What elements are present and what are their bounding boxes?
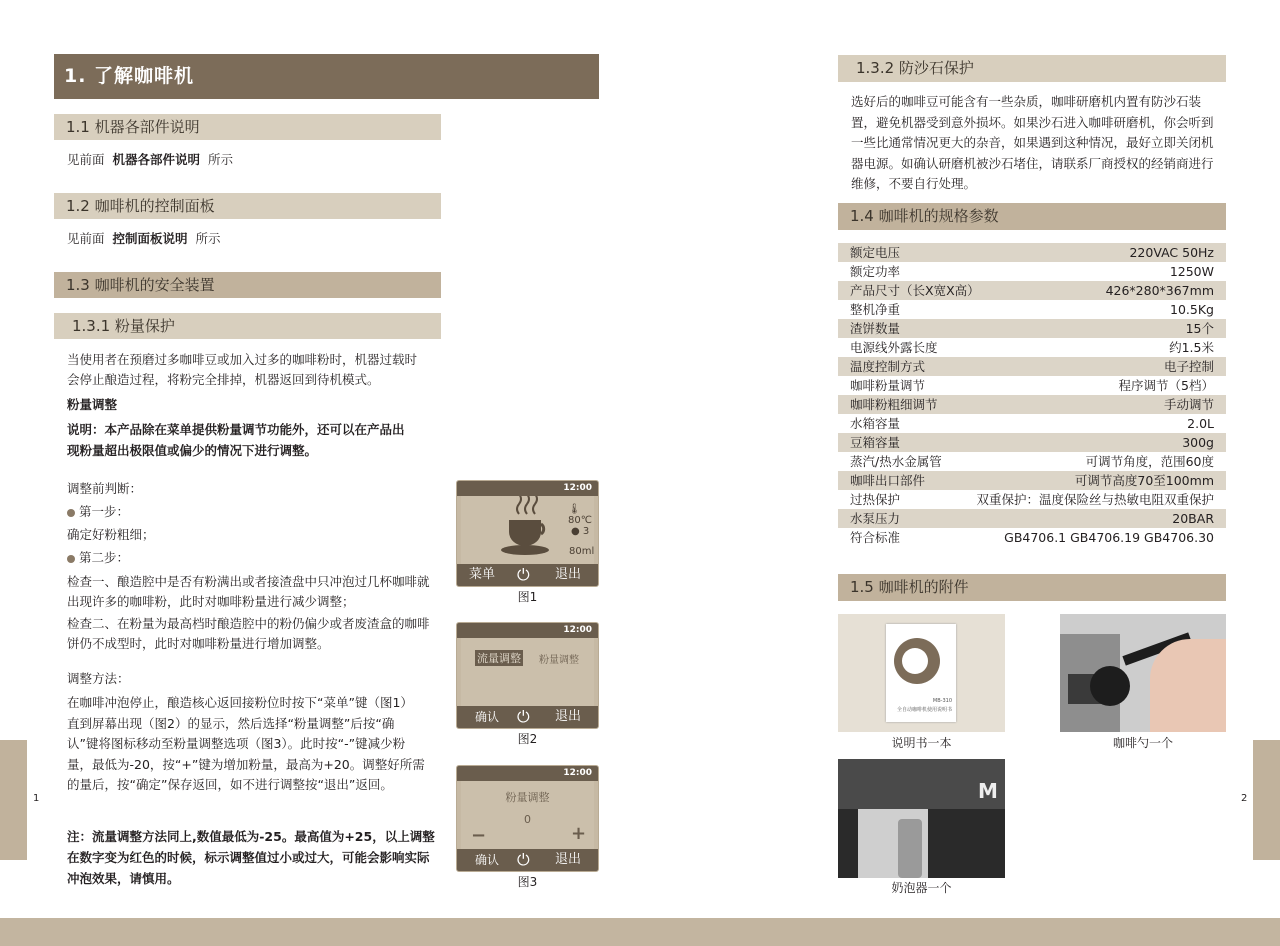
menu-item-powder[interactable]: 粉量调整 [539,655,579,666]
spec-key: 产品尺寸（长X宽X高） [850,283,980,298]
spec-row [838,300,1226,319]
line: 一些比通常情况更大的杂音，如果遇到这种情况，最好立即关闭机 [851,135,1214,150]
spoon-photo [1060,614,1226,732]
spec-row [838,338,1226,357]
lcd-screen [461,781,594,851]
section-1-4-header: 1.4 咖啡机的规格参数 [838,203,1226,230]
bold-ref: 机器各部件说明 [112,152,200,167]
spec-value: 程序调节（5档） [1118,378,1214,393]
bold-ref: 控制面板说明 [112,231,188,246]
text: 见前面 [67,231,105,246]
line: 直到屏幕出现（图2）的显示，然后选择“粉量调整”后按“确 [67,715,395,731]
text: 见前面 [67,152,105,167]
left-page-tab [0,740,27,860]
adjust-heading: 粉量调整 [67,397,118,412]
clock: 12:00 [457,766,598,781]
line: 选好后的咖啡豆可能含有一些杂质，咖啡研磨机内置有防沙石装 [851,94,1202,109]
menu-button[interactable]: 菜单 [469,567,496,582]
spec-key: 额定功率 [850,264,901,279]
line: 会停止酿造过程，将粉完全排掉，机器返回到待机模式。 [67,372,380,387]
powder-adjust-label: 粉量调整 [505,791,550,804]
spec-row [838,528,1226,547]
line: 的量后，按“确定”保存返回，如不进行调整按“退出”返回。 [67,777,393,792]
spec-value: 15个 [1185,321,1214,336]
chapter-title: 1. 了解咖啡机 [54,54,599,99]
power-icon[interactable]: ⏻ [517,565,530,584]
section-1-3-1-header: 1.3.1 粉量保护 [54,313,441,339]
clock: 12:00 [457,481,598,496]
spec-key: 温度控制方式 [850,359,926,374]
minus-icon[interactable]: − [471,825,487,846]
exit-button[interactable]: 退出 [555,709,582,724]
figure-2-caption: 图2 [517,732,538,746]
section-1-2-header: 1.2 咖啡机的控制面板 [54,193,441,219]
note-1 [67,419,405,461]
spec-row [838,262,1226,281]
spec-key: 整机净重 [850,302,901,317]
temp-value: 80℃ [568,515,592,526]
line: 饼仍不成型时，此时对咖啡粉量进行增加调整。 [67,636,330,651]
step-label: 第一步： [79,504,130,519]
line: 说明：本产品除在菜单提供粉量调节功能外，还可以在产品出 [67,422,405,437]
adjust-value: 0 [524,813,531,826]
spec-value: GB4706.1 GB4706.19 GB4706.30 [1004,530,1214,545]
footer-band [0,918,1280,946]
spoon-caption: 咖啡勺一个 [1112,736,1173,750]
exit-button[interactable]: 退出 [555,852,582,867]
line: 认”键将图标移动至粉量调整选项（图3）。此时按“-”键减少粉 [67,736,406,751]
menu-item-flow-selected[interactable]: 流量调整 [477,652,521,665]
temp-readout [568,504,594,526]
spec-key: 电源线外露长度 [850,340,938,355]
spoon-icon [1090,666,1130,706]
page-number-left: 1 [33,793,40,804]
spec-value: 426*280*367mm [1105,283,1214,298]
line: 维修，不要自行处理。 [851,176,977,191]
line: 器电源。如确认研磨机被沙石堵住，请联系厂商授权的经销商进行 [851,155,1214,171]
spec-value: 电子控制 [1163,359,1214,374]
manual-photo [838,614,1005,732]
spec-value: 手动调节 [1163,397,1214,412]
spec-value: 2.0L [1187,416,1214,431]
spec-key: 额定电压 [850,245,901,260]
figure-2-panel [456,622,599,729]
spec-key: 蒸汽/热水金属管 [850,454,942,469]
thermometer-icon: 🌡 [568,504,581,515]
sand-protection-paragraph [851,92,1214,195]
check-2 [67,614,430,654]
spec-value: 约1.5米 [1169,340,1214,355]
clock: 12:00 [457,623,598,638]
bullet-icon [67,555,75,563]
spec-value: 可调节高度70至100mm [1074,473,1214,488]
step-label: 第二步： [79,550,130,565]
step-2 [67,547,129,569]
line: 当使用者在预磨过多咖啡豆或加入过多的咖啡粉时，机器过载时 [67,352,418,367]
line: 检查一、酿造腔中是否有粉满出或者接渣盘中只冲泡过几杯咖啡就 [67,574,430,589]
spec-key: 咖啡出口部件 [850,473,926,488]
brand-logo: M [978,779,998,803]
section-1-1-header: 1.1 机器各部件说明 [54,114,441,140]
spec-value: 1250W [1169,264,1214,279]
line: 置，避免机器受到意外损坏。如果沙石进入咖啡研磨机，你会听到 [851,114,1214,130]
section-1-3-header: 1.3 咖啡机的安全装置 [54,272,441,298]
bean-icon: ● [571,526,580,537]
manual-model: MB-310 [932,698,952,704]
method-paragraph [67,693,425,796]
text: 所示 [195,231,221,246]
spec-value: 300g [1182,435,1214,450]
section-1-3-2-header: 1.3.2 防沙石保护 [838,55,1226,82]
step-1-text: 确定好粉粗细； [67,527,155,542]
section-1-1-text [67,149,233,171]
spec-key: 符合标准 [850,530,901,545]
section-1-5-header: 1.5 咖啡机的附件 [838,574,1226,601]
manual-inner [902,648,928,674]
bean-readout [571,526,589,537]
volume-readout: 80ml [569,546,595,557]
button-bar [457,706,598,728]
spec-value: 10.5Kg [1170,302,1214,317]
spec-value: 可调节角度，范围60度 [1085,454,1214,469]
spec-key: 豆箱容量 [850,435,901,450]
spec-row [838,281,1226,300]
spec-row [838,319,1226,338]
frother-caption: 奶泡器一个 [891,881,952,895]
button-bar [457,849,598,871]
confirm-button[interactable]: 确认 [475,853,500,867]
lcd-screen [461,638,594,708]
power-icon[interactable]: ⏻ [517,707,530,726]
manual-cover [886,624,956,722]
spec-key: 渣饼数量 [850,321,901,336]
line: 检查二、在粉量为最高档时酿造腔中的粉仍偏少或者废渣盒的咖啡 [67,616,430,631]
button-bar [457,564,598,586]
line: 量，最低为-20，按“+”键为增加粉量，最高为+20。调整好所需 [67,756,425,772]
spec-row [838,433,1226,452]
line: 在数字变为红色的时候，标示调整值过小或过大，可能会影响实际 [67,850,430,865]
spec-value: 20BAR [1172,511,1214,526]
check-1 [67,572,430,612]
hand [1150,639,1226,732]
step-1 [67,501,129,523]
figure-3-caption: 图3 [517,875,538,889]
frother-tube [898,819,922,878]
exit-button[interactable]: 退出 [555,567,582,582]
spec-key: 咖啡粉粗细调节 [850,397,938,412]
section-1-2-text [67,228,220,250]
figure-1-panel [456,480,599,587]
method-label: 调整方法： [67,671,130,686]
bean-value: 3 [582,526,590,537]
spec-row [838,357,1226,376]
spec-key: 水箱容量 [850,416,901,431]
line: 注：流量调整方法同上,数值最低为-25。最高值为+25，以上调整 [67,829,435,844]
spec-key: 咖啡粉量调节 [850,378,926,393]
spec-row [838,452,1226,471]
figure-3-panel [456,765,599,872]
line: 现粉量超出极限值或偏少的情况下进行调整。 [67,443,318,458]
right-page-tab [1253,740,1280,860]
spec-row [838,490,1226,509]
note-2 [67,826,435,889]
text: 所示 [207,152,233,167]
spec-row [838,376,1226,395]
manual-caption: 说明书一本 [891,736,952,750]
lcd-screen [461,496,594,566]
line: 在咖啡冲泡停止，酿造核心返回接粉位时按下“菜单”键（图1） [67,695,413,710]
spec-key: 水泵压力 [850,511,901,526]
spec-row [838,395,1226,414]
spec-value: 双重保护：温度保险丝与热敏电阻双重保护 [976,492,1214,507]
overload-paragraph [67,350,417,390]
manual-subtitle: 全自动咖啡机使用说明书 [896,707,952,713]
plus-icon[interactable]: + [571,823,587,844]
line: 出现许多的咖啡粉，此时对咖啡粉量进行减少调整； [67,594,355,609]
spec-row [838,471,1226,490]
page-number-right: 2 [1241,793,1248,804]
spec-row [838,243,1226,262]
spec-row [838,414,1226,433]
figure-1-caption: 图1 [517,590,538,604]
power-icon[interactable]: ⏻ [517,850,530,869]
line: 冲泡效果，请慎用。 [67,871,180,886]
frother-photo [838,759,1005,878]
spec-row [838,509,1226,528]
bullet-icon [67,509,75,517]
spec-key: 过热保护 [850,492,901,507]
spec-value: 220VAC 50Hz [1129,245,1214,260]
confirm-button[interactable]: 确认 [475,710,500,724]
judge-label: 调整前判断： [67,481,143,496]
